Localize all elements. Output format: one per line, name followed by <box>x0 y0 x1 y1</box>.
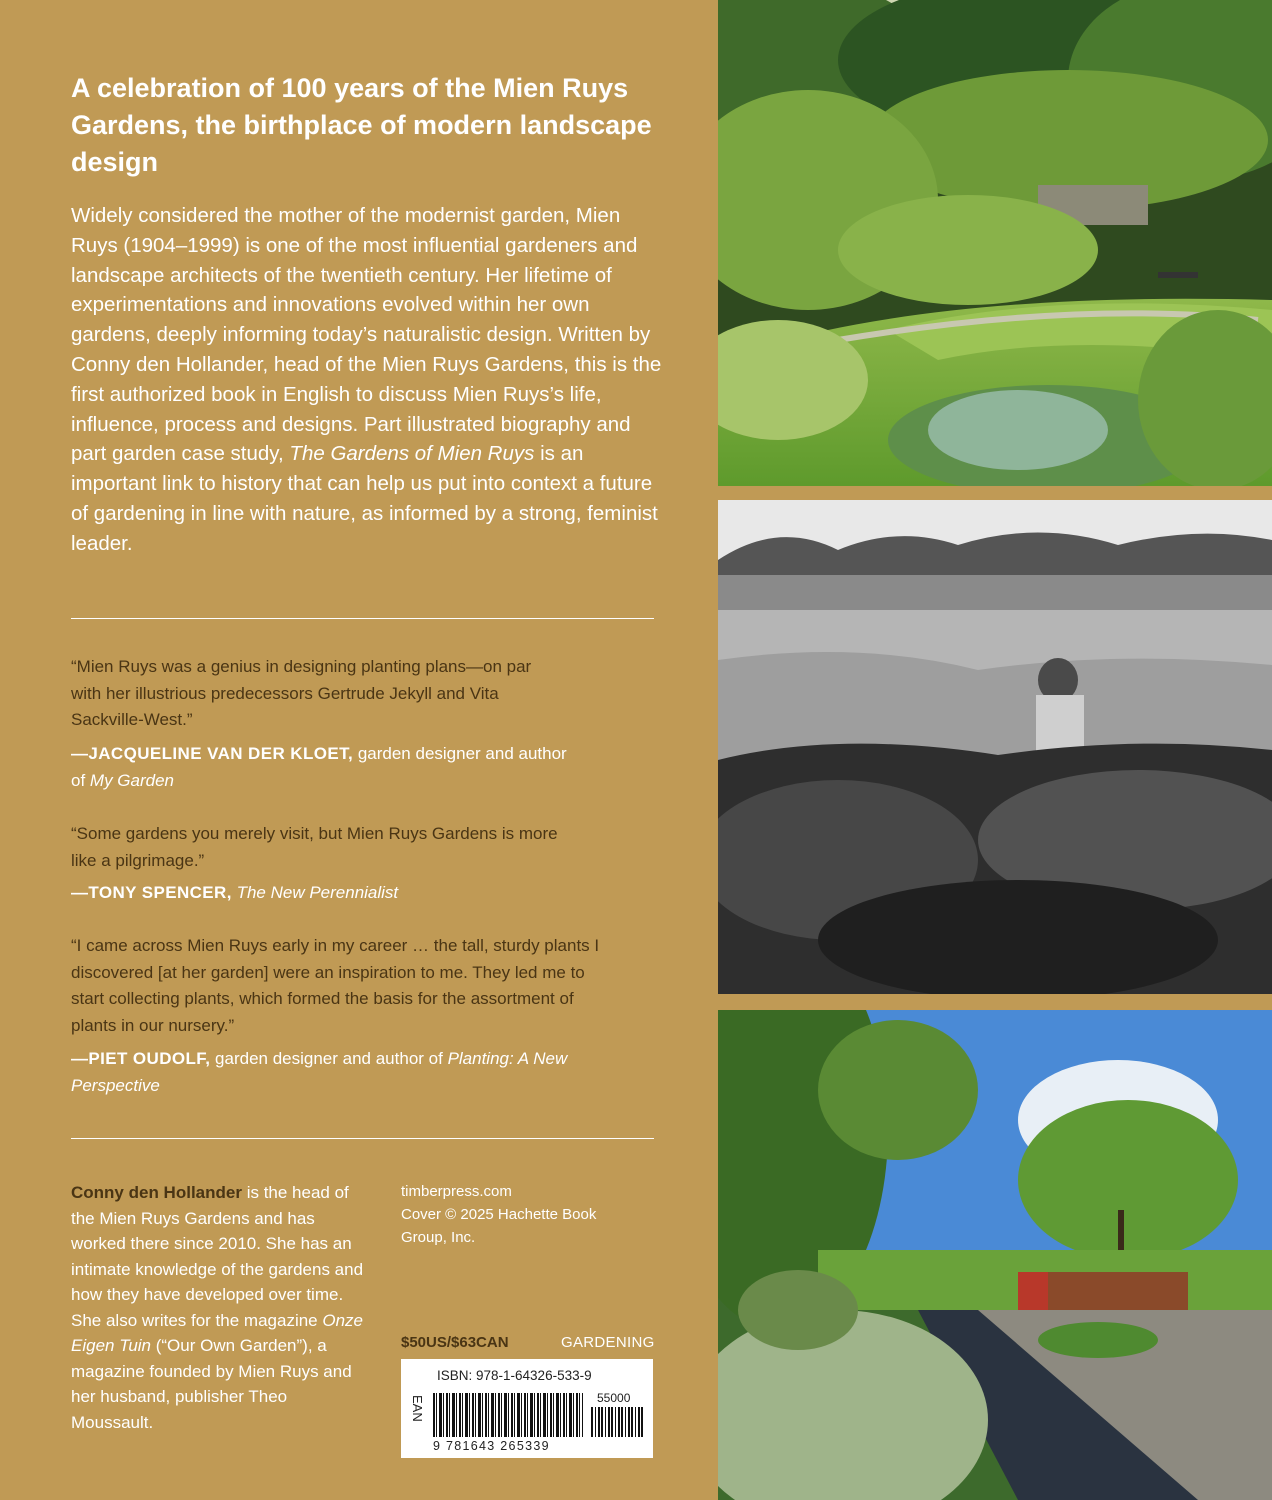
book-description <box>71 201 671 559</box>
description-text-1: Widely considered the mother of the modernist garden, Mien Ruys (1904–1999) is one of the most influential gardeners and landscape architects of the twentieth century. Her lifetime of experimentations and innovations evolved within her own gardens, deeply informing today’s naturalistic design. Written by Conny den Hollander, head of the Mien Ruys Gardens, this is the first authorized book in English to discuss Mien Ruys’s life, influence, process and designs. Part illustrated biography and part garden case study, <box>71 204 662 466</box>
copyright: Cover © 2025 Hachette Book Group, Inc. <box>401 1206 597 1246</box>
quote-1-attribution: —JACQUELINE VAN DER KLOET, garden designer and author of My Garden <box>71 744 567 790</box>
book-title: The Gardens of Mien Ruys <box>289 442 535 466</box>
historic-field-photo <box>718 500 1272 994</box>
author-name: Conny den Hollander <box>71 1183 242 1202</box>
divider-bottom <box>71 1138 654 1139</box>
barcode-addon-bars <box>591 1407 643 1437</box>
magazine-title: Onze Eigen Tuin <box>71 1310 363 1355</box>
publisher-website: timberpress.com <box>401 1183 512 1200</box>
description-text-2: is an important link to history that can help us put into context a future of gardening in line with nature, as informed by a strong, feminist leader. <box>71 442 658 555</box>
quote-1-text: “Mien Ruys was a genius in designing planting plans—on par with her illustrious predecessors Gertrude Jekyll and Vita Sackville-West.” <box>71 657 532 729</box>
garden-lawn-photo <box>718 0 1272 486</box>
barcode <box>401 1359 653 1458</box>
author-bio: Conny den Hollander is the head of the Mien Ruys Gardens and has worked there since 2010. She has an intimate knowledge of the gardens and how they have developed over time. She also writes for the magazine Onze Eigen Tuin (“Our Own Garden”), a magazine founded by Mien Ruys and her husband, publisher Theo Moussault. <box>71 1183 364 1432</box>
quote-3-attribution: —PIET OUDOLF, garden designer and author of Planting: A New Perspective <box>71 1049 568 1095</box>
category: GARDENING <box>561 1334 655 1351</box>
divider-top <box>71 618 654 619</box>
headline: A celebration of 100 years of the Mien Ruys Gardens, the birthplace of modern landscape design <box>71 73 652 177</box>
barcode-number: 9 781643 265339 <box>433 1439 550 1453</box>
quote-3-text: “I came across Mien Ruys early in my career … the tall, sturdy plants I discovered [at her garden] were an inspiration to me. They led me to start collecting plants, which formed the basis for the assortment of plants in our nursery.” <box>71 936 600 1035</box>
isbn-label: ISBN: 978-1-64326-533-9 <box>437 1368 592 1383</box>
water-garden-photo <box>718 1010 1272 1500</box>
quote-2-attribution: —TONY SPENCER, The New Perennialist <box>71 883 399 902</box>
quote-2-text: “Some gardens you merely visit, but Mien Ruys Gardens is more like a pilgrimage.” <box>71 824 558 870</box>
barcode-bars <box>433 1393 583 1437</box>
barcode-addon-number: 55000 <box>597 1391 631 1405</box>
price: $50US/$63CAN <box>401 1334 509 1351</box>
ean-label: EAN <box>410 1395 425 1422</box>
publisher-info <box>401 1180 641 1249</box>
